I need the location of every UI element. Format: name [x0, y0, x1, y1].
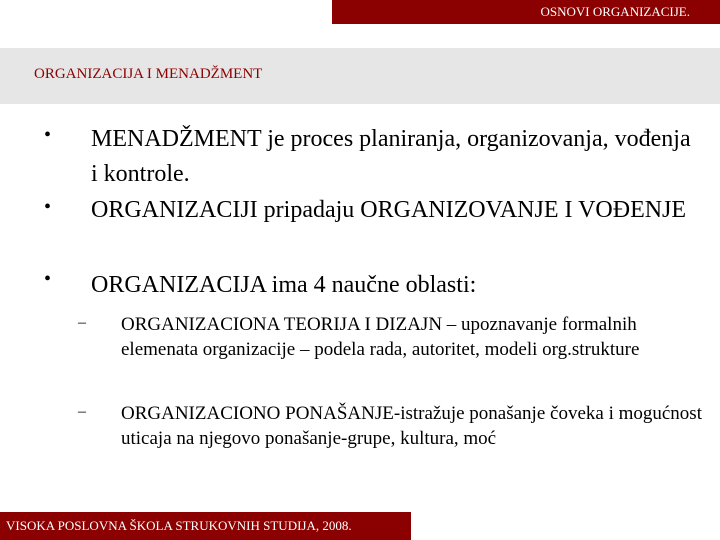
sub-bullet-marker: –	[78, 403, 86, 420]
bullet-text-organizing: ORGANIZACIJI pripadaju ORGANIZOVANJE I VOĐENJE	[91, 197, 687, 223]
slide-title: ORGANIZACIJA I MENADŽMENT	[34, 66, 263, 82]
sub-bullet-text-behavior: ORGANIZACIONO PONAŠANJE-istražuje ponašanje čoveka i mogućnost uticaja na njegovo ponašanje-grupe, kultura, moć	[121, 403, 702, 449]
bullet-text-management: MENADŽMENT je proces planiranja, organizovanja, vođenja i kontrole.	[91, 126, 691, 187]
footer-banner: VISOKA POSLOVNA ŠKOLA STRUKOVNIH STUDIJA, 2008.	[0, 512, 411, 540]
bullet-text-areas: ORGANIZACIJA ima 4 naučne oblasti:	[91, 272, 477, 298]
sub-bullet-text-theory: ORGANIZACIONA TEORIJA I DIZAJN – upoznavanje formalnih elemenata organizacije – podela rada, autoritet, modeli org.strukture	[121, 314, 640, 360]
bullet-marker: •	[44, 268, 52, 290]
bullet-marker: •	[44, 124, 52, 146]
header-banner: OSNOVI ORGANIZACIJE.	[332, 0, 720, 24]
bullet-marker: •	[44, 196, 52, 218]
sub-bullet-marker: –	[78, 314, 86, 331]
